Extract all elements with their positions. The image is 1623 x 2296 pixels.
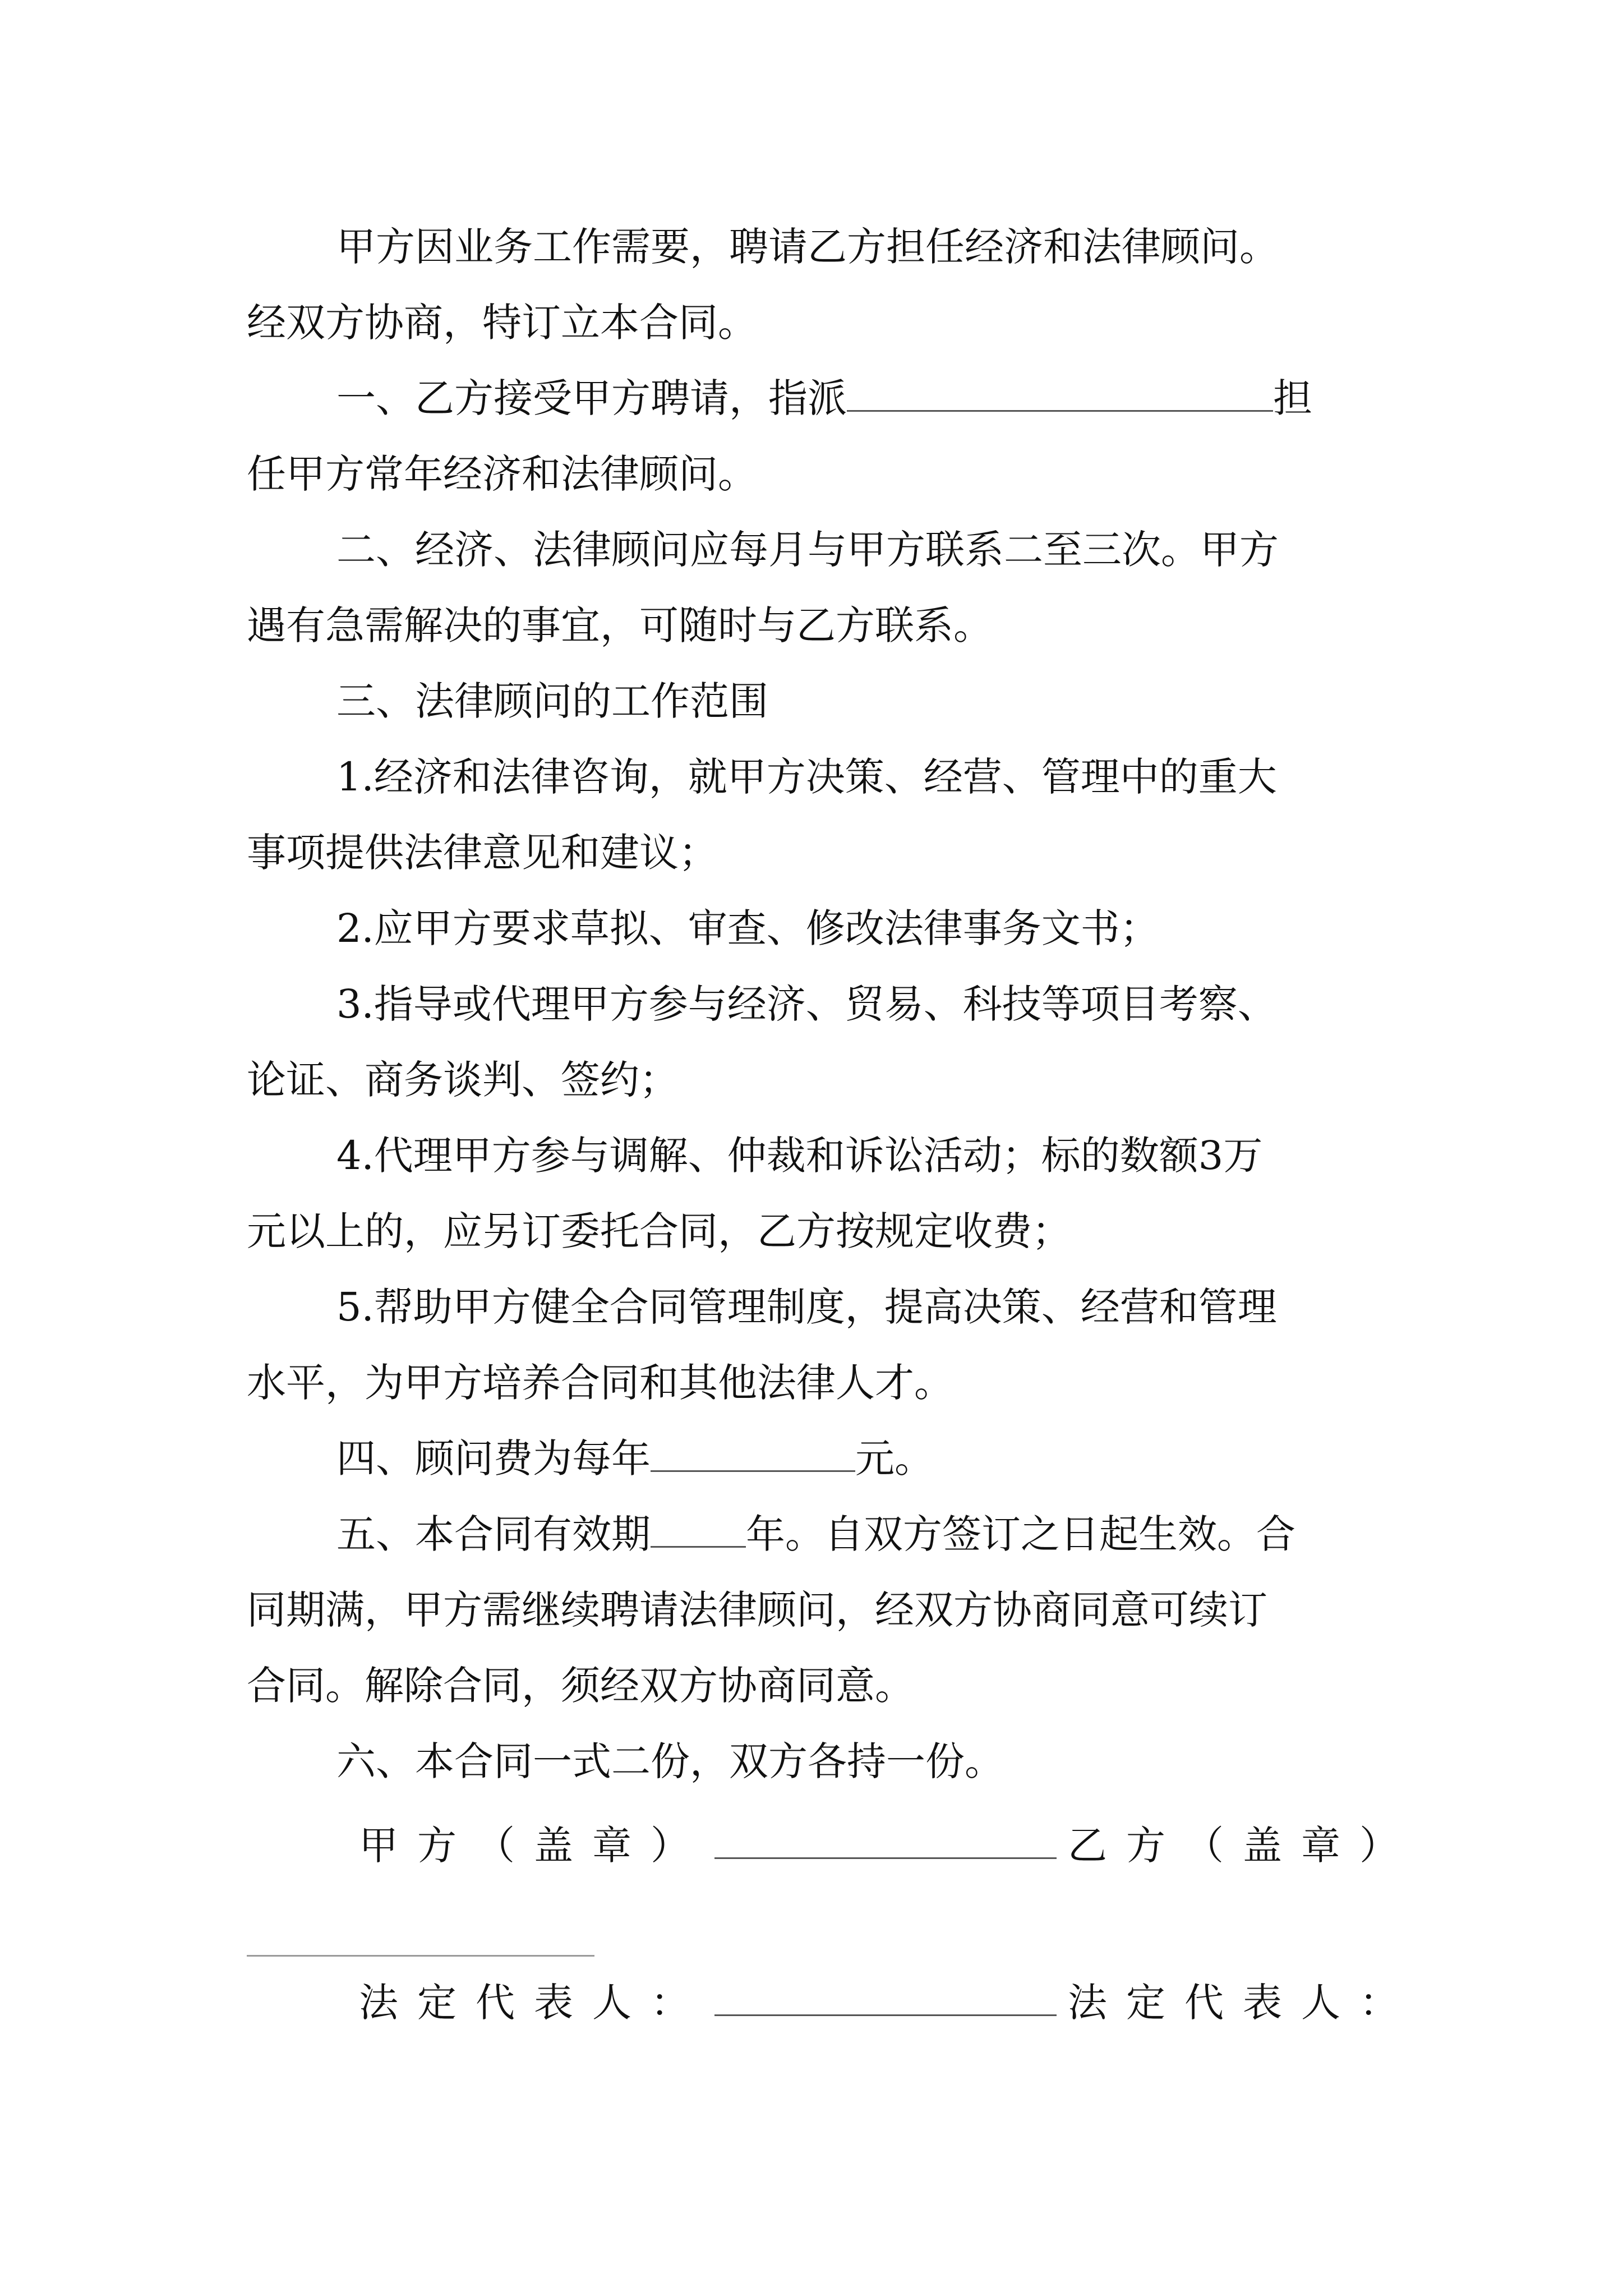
clause-5-line-1 bbox=[0, 1498, 1623, 1571]
item-3-line-1 bbox=[0, 968, 1623, 1041]
signature-blank-representative bbox=[714, 1981, 1057, 2016]
text-run: 担 bbox=[1273, 375, 1312, 421]
paragraph-intro-line-1 bbox=[0, 210, 1623, 283]
fill-in-blank-fee bbox=[651, 1437, 855, 1472]
clause-5-line-3 bbox=[0, 1649, 1623, 1722]
text-run: 3.指导或代理甲方参与经济、贸易、科技等项目考察、 bbox=[336, 981, 1277, 1027]
party-b-representative-label: 法定代表人： bbox=[1068, 1980, 1418, 2026]
fill-in-blank-term bbox=[651, 1512, 746, 1548]
item-1-line-1 bbox=[0, 740, 1623, 813]
item-4-line-2 bbox=[0, 1195, 1623, 1268]
text-run: 五、本合同有效期 bbox=[336, 1511, 651, 1557]
text-run: 四、顾问费为每年 bbox=[336, 1435, 651, 1481]
text-run: 同期满，甲方需继续聘请法律顾问，经双方协商同意可续订 bbox=[247, 1587, 1267, 1633]
item-1-line-2 bbox=[0, 816, 1623, 889]
text-run: 1.经济和法律咨询，就甲方决策、经营、管理中的重大 bbox=[336, 754, 1277, 800]
clause-1-line-1 bbox=[0, 362, 1623, 435]
party-a-seal-label: 甲方（盖章） bbox=[359, 1823, 709, 1869]
text-run: 5.帮助甲方健全合同管理制度，提高决策、经营和管理 bbox=[336, 1284, 1277, 1330]
clause-2-line-1 bbox=[0, 513, 1623, 586]
text-run: 水平，为甲方培养合同和其他法律人才。 bbox=[247, 1360, 953, 1406]
text-run: 遇有急需解决的事宜，可随时与乙方联系。 bbox=[247, 602, 993, 648]
text-run: 4.代理甲方参与调解、仲裁和诉讼活动；标的数额3万 bbox=[336, 1133, 1263, 1179]
text-run: 一、乙方接受甲方聘请，指派 bbox=[336, 375, 847, 421]
text-run: 合同。解除合同，须经双方协商同意。 bbox=[247, 1663, 914, 1709]
item-4-line-1 bbox=[0, 1119, 1623, 1192]
clause-6-line-1 bbox=[0, 1725, 1623, 1798]
clause-4-line-1 bbox=[0, 1422, 1623, 1495]
divider-line bbox=[247, 1955, 594, 1957]
item-3-line-2 bbox=[0, 1043, 1623, 1116]
text-run: 三、法律顾问的工作范围 bbox=[336, 678, 768, 724]
signature-representative-row bbox=[0, 1966, 1623, 2039]
signature-seal-row bbox=[0, 1809, 1623, 1882]
clause-3-heading bbox=[0, 665, 1623, 738]
text-run: 年。自双方签订之日起生效。合 bbox=[746, 1511, 1295, 1557]
text-run: 六、本合同一式二份，双方各持一份。 bbox=[336, 1738, 1004, 1784]
text-run: 事项提供法律意见和建议； bbox=[247, 830, 718, 876]
item-2-line-1 bbox=[0, 892, 1623, 965]
clause-1-line-2 bbox=[0, 438, 1623, 510]
signature-blank-seal bbox=[714, 1824, 1057, 1859]
fill-in-blank-assignee bbox=[847, 376, 1273, 412]
clause-2-line-2 bbox=[0, 589, 1623, 662]
item-5-line-1 bbox=[0, 1271, 1623, 1343]
text-run: 二、经济、法律顾问应每月与甲方联系二至三次。甲方 bbox=[336, 527, 1279, 573]
clause-5-line-2 bbox=[0, 1573, 1623, 1646]
party-a-representative-label: 法定代表人： bbox=[359, 1980, 709, 2026]
text-run: 元。 bbox=[855, 1435, 934, 1481]
party-b-seal-label: 乙方（盖章） bbox=[1068, 1823, 1418, 1869]
text-run: 元以上的，应另订委托合同，乙方按规定收费； bbox=[247, 1208, 1071, 1254]
text-run: 论证、商务谈判、签约； bbox=[247, 1057, 679, 1103]
paragraph-intro-line-2 bbox=[0, 286, 1623, 359]
text-run: 2.应甲方要求草拟、审查、修改法律事务文书； bbox=[336, 905, 1159, 951]
text-run: 经双方协商，特订立本合同。 bbox=[247, 300, 757, 346]
item-5-line-2 bbox=[0, 1346, 1623, 1419]
text-run: 任甲方常年经济和法律顾问。 bbox=[247, 451, 757, 497]
text-run: 甲方因业务工作需要，聘请乙方担任经济和法律顾问。 bbox=[336, 224, 1279, 270]
